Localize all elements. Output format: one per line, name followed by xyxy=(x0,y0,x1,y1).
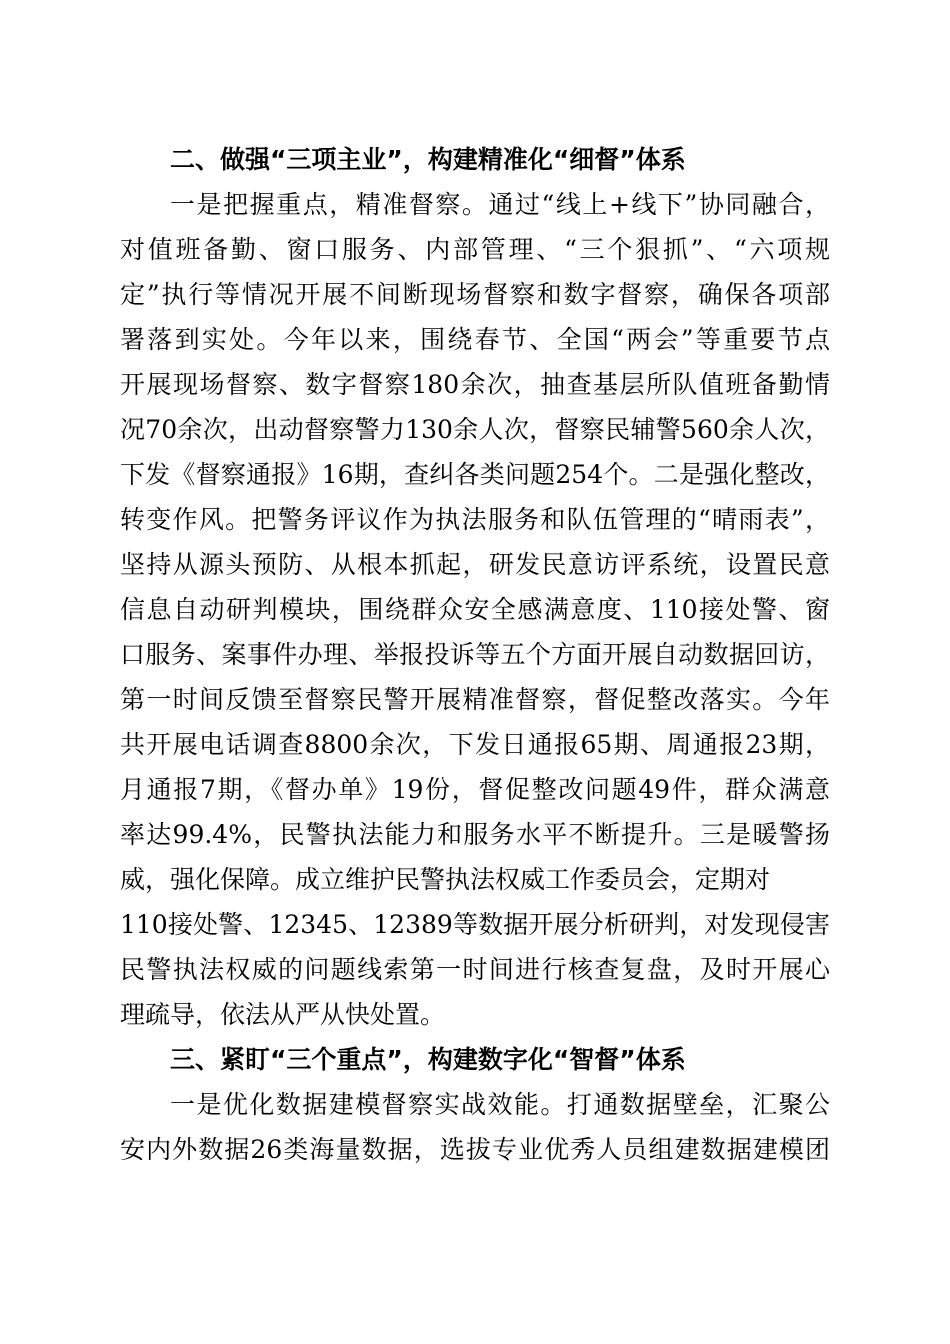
paragraph-line: 对值班备勤、窗口服务、内部管理、“三个狠抓”、“六项规 xyxy=(120,235,830,264)
paragraph-line: 转变作风。把警务评议作为执法服务和队伍管理的“晴雨表”， xyxy=(120,505,830,534)
paragraph-line: 共开展电话调查8800余次，下发日通报65期、周通报23期， xyxy=(120,730,830,759)
section-heading-2: 二、做强“三项主业”，构建精准化“细督”体系 xyxy=(170,145,686,174)
paragraph-line: 信息自动研判模块，围绕群众安全感满意度、110接处警、窗 xyxy=(120,595,830,624)
paragraph-line: 坚持从源头预防、从根本抓起，研发民意访评系统，设置民意 xyxy=(120,550,830,579)
paragraph-line: 一是把握重点，精准督察。通过“线上+线下”协同融合， xyxy=(170,190,830,219)
paragraph-line: 月通报7期，《督办单》19份，督促整改问题49件，群众满意 xyxy=(120,775,830,804)
paragraph-line: 下发《督察通报》16期，查纠各类问题254个。二是强化整改， xyxy=(120,460,830,489)
paragraph-line: 口服务、案事件办理、举报投诉等五个方面开展自动数据回访， xyxy=(120,640,830,669)
paragraph-line: 定”执行等情况开展不间断现场督察和数字督察，确保各项部 xyxy=(120,280,830,309)
paragraph-line: 威，强化保障。成立维护民警执法权威工作委员会，定期对 xyxy=(120,865,771,894)
paragraph-line: 第一时间反馈至督察民警开展精准督察，督促整改落实。今年 xyxy=(120,685,830,714)
paragraph-line: 民警执法权威的问题线索第一时间进行核查复盘，及时开展心 xyxy=(120,955,830,984)
paragraph-line: 署落到实处。今年以来，围绕春节、全国“两会”等重要节点 xyxy=(120,325,830,354)
paragraph-line: 一是优化数据建模督察实战效能。打通数据壁垒，汇聚公 xyxy=(170,1090,830,1119)
paragraph-line: 率达99.4%，民警执法能力和服务水平不断提升。三是暖警扬 xyxy=(120,820,830,849)
paragraph-line: 理疏导，依法从严从快处置。 xyxy=(120,1000,446,1029)
paragraph-line: 开展现场督察、数字督察180余次，抽查基层所队值班备勤情 xyxy=(120,370,830,399)
paragraph-line: 况70余次，出动督察警力130余人次，督察民辅警560余人次， xyxy=(120,415,830,444)
section-heading-3: 三、紧盯“三个重点”，构建数字化“智督”体系 xyxy=(170,1045,686,1074)
paragraph-line: 安内外数据26类海量数据，选拔专业优秀人员组建数据建模团 xyxy=(120,1135,830,1164)
paragraph-line: 110接处警、12345、12389等数据开展分析研判，对发现侵害 xyxy=(120,910,830,939)
